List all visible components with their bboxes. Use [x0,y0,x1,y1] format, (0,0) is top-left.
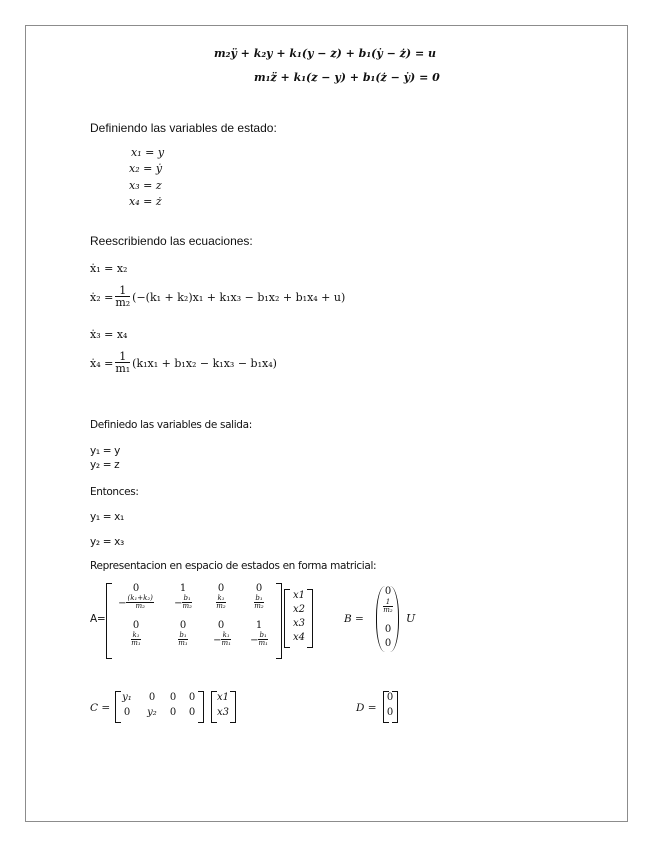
rewrite-eq-2-rest: (−(k₁ + k₂)x₁ + k₁x₃ − b₁x₂ + b₁x₄ + u) [132,290,346,304]
matrix-a-r2c2: 0 [217,620,225,631]
matrix-a-r3c3-num: b₁ [259,631,267,639]
matrix-a-r3c3 [242,632,276,648]
matrix-a-r1c0 [110,595,162,611]
matrix-a-r0c0: 0 [132,583,140,594]
matrix-a-r0c2: 0 [217,583,225,594]
output-vector-x1: x1 [216,692,229,703]
matrix-b-frac-num: 1 [383,599,392,607]
equation-2-lhs: m₁z̈ + k₁(z − y) + b₁(ż − ẏ) [254,71,416,84]
document-page [25,25,628,822]
matrix-a-r2c0: 0 [132,620,140,631]
matrix-d-label: D = [356,702,377,714]
matrix-a-r1c1 [168,595,198,611]
rewrite-eq-4 [90,348,277,378]
state-def-3: x₃ = z [129,179,162,192]
matrix-d-entry-2: 0 [386,707,394,718]
matrix-a-label: A= [90,613,106,625]
matrix-a-r3c0-num: k₁ [132,631,140,639]
matrix-a-r3c2 [206,632,238,648]
rewrite-eq-2 [90,282,345,312]
matrix-c-r0c1: 0 [148,692,156,703]
matrix-a-r3c0 [118,632,154,648]
output-y1-state: y₁ = x₁ [90,511,124,523]
matrix-a-r3c1-den: m₁ [178,639,188,648]
matrix-c-r0c3: 0 [188,692,196,703]
state-vector-x1: x1 [292,590,305,601]
matrix-c-label: C = [90,702,111,714]
matrix-a-r0c3: 0 [255,583,263,594]
matrix-a-r2c1: 0 [179,620,187,631]
matrix-a-r1c0-frac [126,595,153,611]
matrix-a-r1c3 [244,595,274,611]
matrix-c-r1c0: 0 [123,707,131,718]
matrix-a-r1c2-den: m₂ [216,602,226,611]
matrix-a-r3c1 [168,632,198,648]
equation-2-rhs: = 0 [419,71,440,84]
rewrite-heading: Reescribiendo las ecuaciones: [90,234,253,248]
matrix-a-r1c1-den: m₂ [182,602,192,611]
matrix-a-r0c1: 1 [179,583,187,594]
matrix-a-r1c0-den: m₂ [135,602,145,611]
matrix-a-r3c2-num: k₁ [222,631,230,639]
matrix-c-r1c2: 0 [169,707,177,718]
rewrite-eq-2-denominator: m₂ [115,296,131,310]
state-def-4: x₄ = ż [129,195,162,208]
matrix-a-r1c1-num: b₁ [183,594,191,602]
equation-2 [254,71,440,84]
output-y1: y₁ = y [90,445,121,457]
matrix-heading: Representacion en espacio de estados en forma matricial: [90,560,377,572]
state-vector-x3: x3 [292,618,305,629]
then-label: Entonces: [90,486,139,498]
state-heading: Definiendo las variables de estado: [90,121,277,135]
matrix-b-input-u: U [406,612,416,625]
matrix-a-r3c2-den: m₁ [221,639,231,648]
matrix-b-entry-1: 0 [384,586,392,597]
rewrite-eq-2-lhs: ẋ₂ = [90,290,114,304]
matrix-b-entry-2 [379,599,397,615]
matrix-a-r1c0-num: (k₁+k₂) [127,594,153,602]
matrix-a-r3c3-frac [258,632,267,648]
rewrite-eq-4-numerator: 1 [115,351,130,364]
matrix-b-entry-4: 0 [384,638,392,649]
matrix-a-r1c2 [206,595,236,611]
matrix-a-r3c0-frac [131,632,140,648]
matrix-b-entry-3: 0 [384,624,392,635]
matrix-a-r3c1-frac [178,632,187,648]
equation-1 [214,47,436,60]
rewrite-eq-3: ẋ₃ = x₄ [90,328,128,341]
matrix-a-r3c0-den: m₁ [131,639,141,648]
matrix-a-r1c0-sign: − [118,597,127,609]
matrix-a-r1c2-num: k₁ [217,594,225,602]
rewrite-eq-4-fraction [115,351,130,376]
matrix-a-r1c3-num: b₁ [255,594,263,602]
equation-1-lhs: m₂ÿ + k₂y + k₁(y − z) + b₁(ẏ − ż) [214,47,412,60]
output-vector-x3: x3 [216,707,229,718]
rewrite-eq-2-fraction [115,285,130,310]
output-y2: y₂ = z [90,459,120,471]
matrix-a-r1c3-den: m₂ [254,602,264,611]
state-def-2: x₂ = ẏ [129,162,163,175]
matrix-a-r1c1-sign: − [174,597,183,609]
output-heading: Definiedo las variables de salida: [90,419,252,431]
matrix-d-entry-1: 0 [386,692,394,703]
matrix-b-label: B = [344,613,364,625]
rewrite-eq-2-numerator: 1 [115,285,130,298]
matrix-a-r1c3-frac [254,595,263,611]
equation-1-rhs: = u [414,47,436,60]
state-def-1: x₁ = y [131,146,165,159]
rewrite-eq-4-lhs: ẋ₄ = [90,356,114,370]
matrix-c-r1c1: y₂ [147,707,157,718]
matrix-a-right-bracket [276,583,282,659]
state-vector-x4: x4 [292,632,305,643]
matrix-a-r1c1-frac [182,595,191,611]
matrix-c-r0c2: 0 [169,692,177,703]
matrix-c-r0c0: y₁ [122,692,132,703]
matrix-a-r3c2-sign: − [213,634,222,646]
rewrite-eq-4-denominator: m₁ [115,362,131,376]
matrix-a-r2c3: 1 [255,620,263,631]
matrix-a-r3c2-frac [221,632,230,648]
matrix-a-r3c3-sign: − [250,634,259,646]
matrix-b-frac [383,599,392,615]
state-vector-x2: x2 [292,604,305,615]
rewrite-eq-1: ẋ₁ = x₂ [90,262,128,275]
matrix-a-r3c1-num: b₁ [179,631,187,639]
matrix-a-r3c3-den: m₁ [258,639,268,648]
matrix-a-r1c2-frac [216,595,225,611]
rewrite-eq-4-rest: (k₁x₁ + b₁x₂ − k₁x₃ − b₁x₄) [132,356,277,370]
matrix-c-r1c3: 0 [188,707,196,718]
output-y2-state: y₂ = x₃ [90,536,124,548]
matrix-b-frac-den: m₂ [383,606,393,615]
